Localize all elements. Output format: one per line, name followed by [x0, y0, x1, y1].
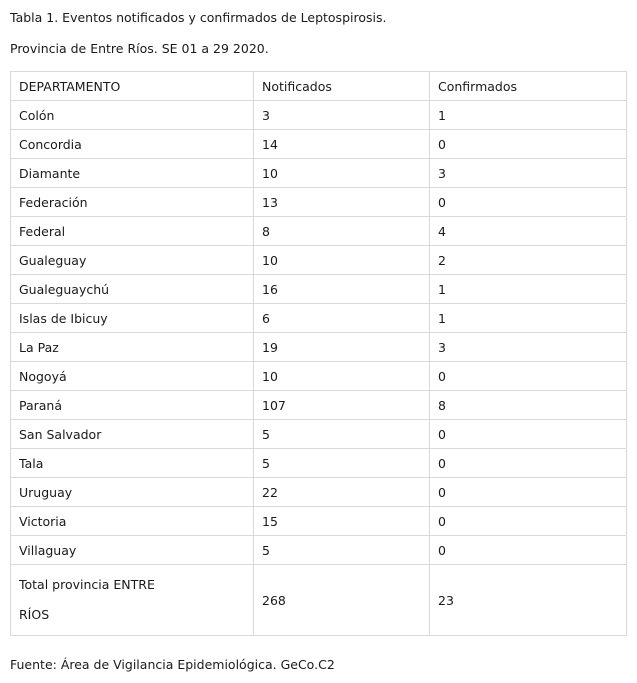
cell-notificados: 13	[254, 188, 430, 217]
cell-confirmados: 0	[430, 362, 627, 391]
cell-departamento: Nogoyá	[11, 362, 254, 391]
cell-departamento: Paraná	[11, 391, 254, 420]
cell-confirmados: 4	[430, 217, 627, 246]
table-row	[11, 159, 627, 188]
cell-confirmados: 0	[430, 188, 627, 217]
total-label-line2: RÍOS	[19, 607, 50, 622]
table-row	[11, 362, 627, 391]
cell-notificados: 5	[254, 536, 430, 565]
cell-notificados: 5	[254, 449, 430, 478]
cell-notificados: 107	[254, 391, 430, 420]
cell-confirmados: 1	[430, 101, 627, 130]
cell-departamento: Diamante	[11, 159, 254, 188]
header-notificados: Notificados	[254, 72, 430, 101]
cell-confirmados: 0	[430, 449, 627, 478]
cell-confirmados: 0	[430, 478, 627, 507]
cell-notificados: 3	[254, 101, 430, 130]
header-confirmados: Confirmados	[430, 72, 627, 101]
cell-notificados: 10	[254, 362, 430, 391]
cell-departamento: Tala	[11, 449, 254, 478]
table-row	[11, 130, 627, 159]
table-row	[11, 507, 627, 536]
table-row	[11, 536, 627, 565]
table-row	[11, 217, 627, 246]
cell-departamento: Islas de Ibicuy	[11, 304, 254, 333]
cell-notificados: 15	[254, 507, 430, 536]
cell-confirmados: 3	[430, 333, 627, 362]
table-row	[11, 101, 627, 130]
total-confirmados: 23	[430, 565, 627, 636]
header-departamento: DEPARTAMENTO	[11, 72, 254, 101]
cell-departamento: Villaguay	[11, 536, 254, 565]
cell-confirmados: 8	[430, 391, 627, 420]
cell-notificados: 10	[254, 246, 430, 275]
cell-confirmados: 1	[430, 275, 627, 304]
total-label	[11, 565, 254, 636]
cell-notificados: 19	[254, 333, 430, 362]
cell-departamento: La Paz	[11, 333, 254, 362]
table-subtitle: Provincia de Entre Ríos. SE 01 a 29 2020.	[10, 41, 269, 56]
table-row	[11, 246, 627, 275]
cell-notificados: 16	[254, 275, 430, 304]
total-label-line1: Total provincia ENTRE	[19, 577, 155, 592]
table-row	[11, 275, 627, 304]
table-row	[11, 188, 627, 217]
table-row	[11, 333, 627, 362]
cell-confirmados: 2	[430, 246, 627, 275]
cell-departamento: Federación	[11, 188, 254, 217]
table-title: Tabla 1. Eventos notificados y confirmados de Leptospirosis.	[10, 10, 387, 25]
table-row	[11, 420, 627, 449]
table-row	[11, 478, 627, 507]
cell-notificados: 14	[254, 130, 430, 159]
cell-notificados: 5	[254, 420, 430, 449]
table-row	[11, 449, 627, 478]
cell-departamento: Victoria	[11, 507, 254, 536]
cell-departamento: Gualeguay	[11, 246, 254, 275]
table-row	[11, 391, 627, 420]
cell-notificados: 8	[254, 217, 430, 246]
cell-notificados: 22	[254, 478, 430, 507]
cell-confirmados: 0	[430, 507, 627, 536]
total-row	[11, 565, 627, 636]
cell-departamento: Colón	[11, 101, 254, 130]
cell-confirmados: 1	[430, 304, 627, 333]
total-notificados: 268	[254, 565, 430, 636]
leptospirosis-table	[10, 71, 627, 636]
cell-departamento: Uruguay	[11, 478, 254, 507]
table-row	[11, 304, 627, 333]
table-body	[11, 101, 627, 565]
source-footnote: Fuente: Área de Vigilancia Epidemiológica. GeCo.C2	[10, 657, 335, 672]
cell-confirmados: 3	[430, 159, 627, 188]
cell-departamento: Concordia	[11, 130, 254, 159]
table-header-row	[11, 72, 627, 101]
cell-notificados: 10	[254, 159, 430, 188]
cell-departamento: Gualeguaychú	[11, 275, 254, 304]
cell-confirmados: 0	[430, 536, 627, 565]
cell-confirmados: 0	[430, 420, 627, 449]
cell-notificados: 6	[254, 304, 430, 333]
cell-departamento: San Salvador	[11, 420, 254, 449]
cell-departamento: Federal	[11, 217, 254, 246]
cell-confirmados: 0	[430, 130, 627, 159]
